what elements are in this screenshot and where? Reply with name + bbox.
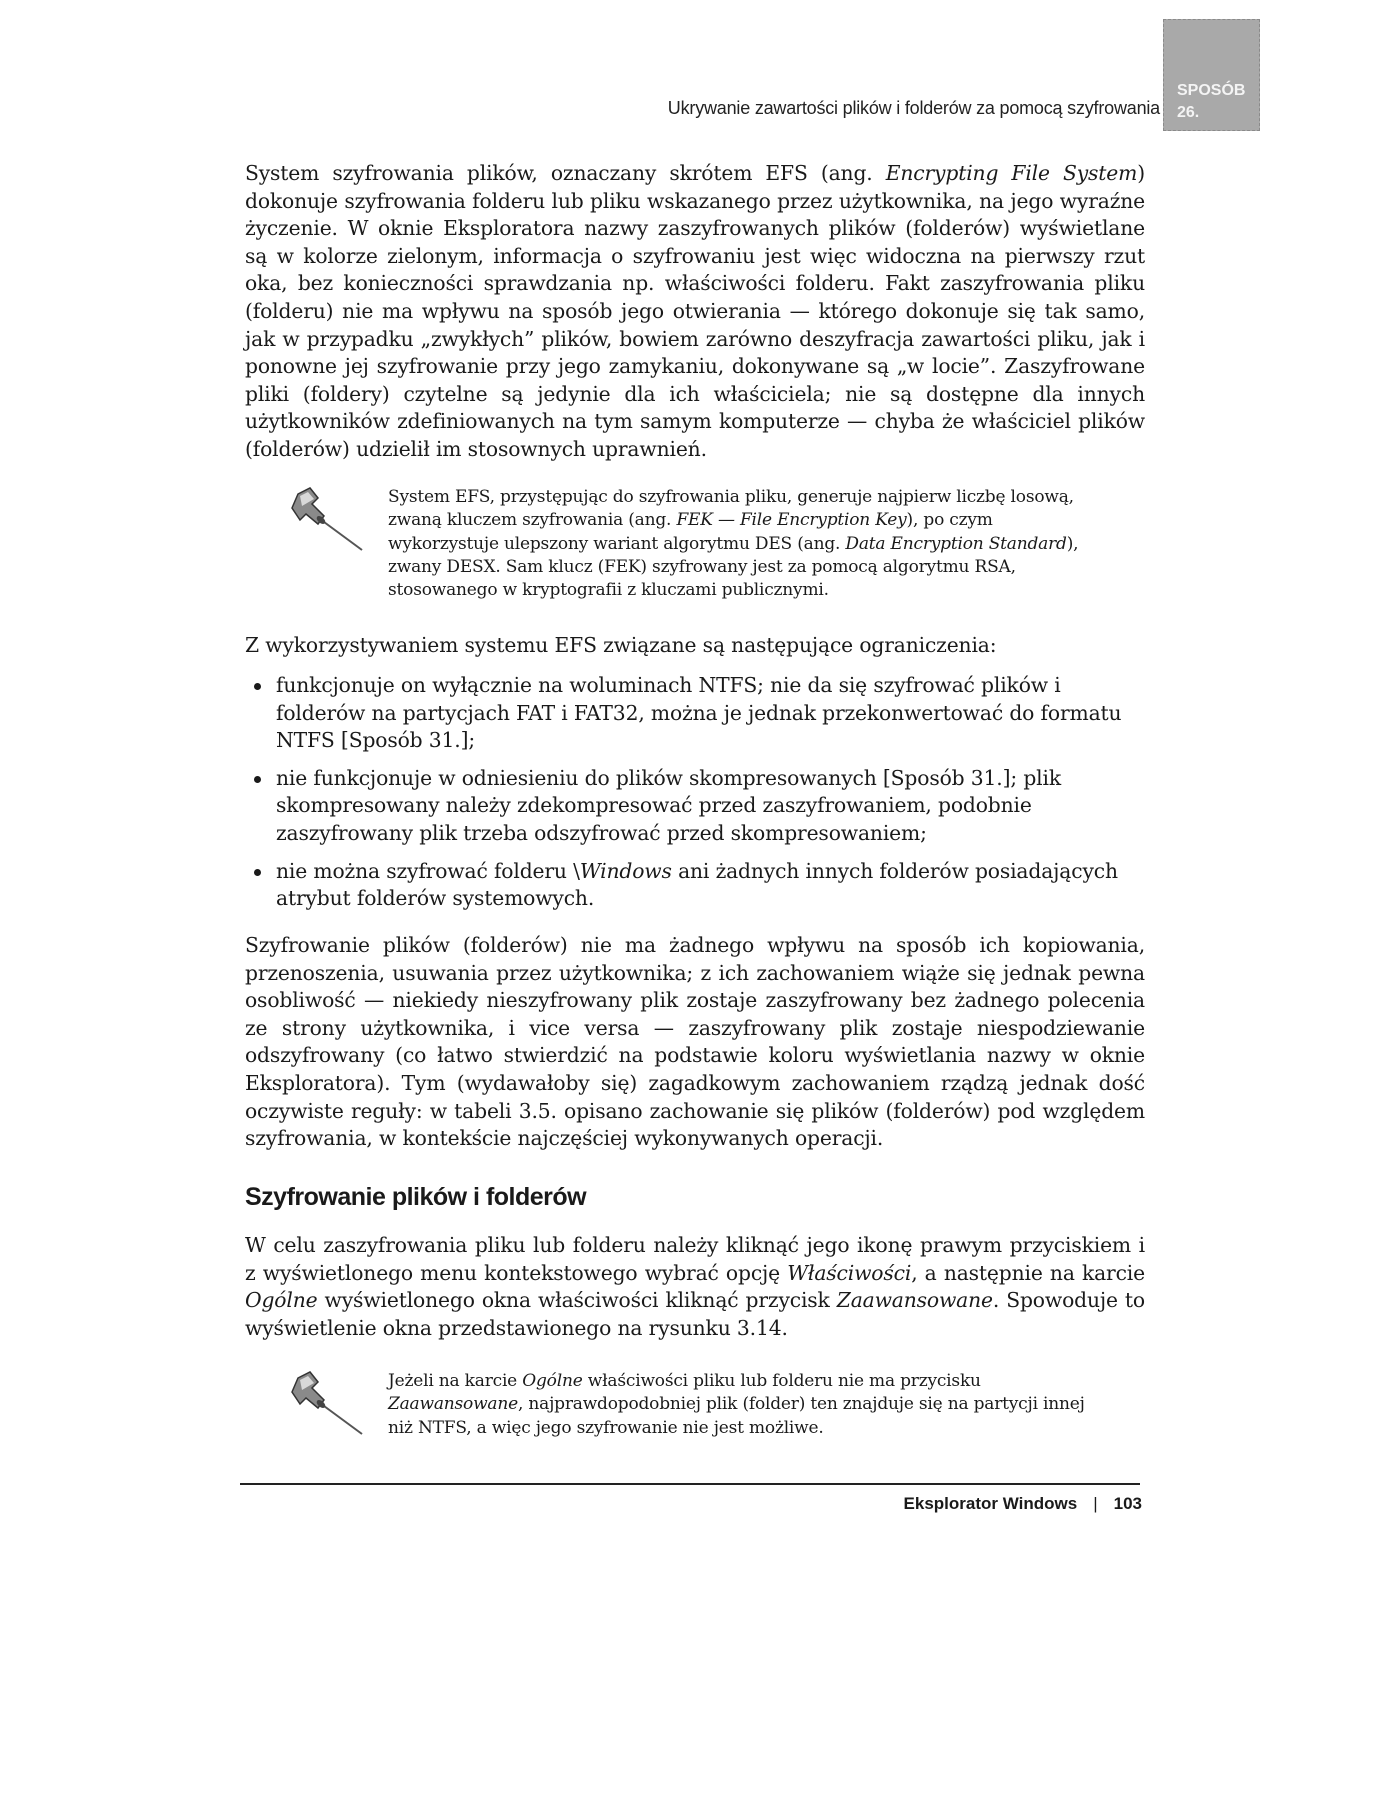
text: ) dokonuje szyfrowania folderu lub pliku wskazanego przez użytkownika, na jego wyraźne życzenie. W oknie Eksploratora nazwy zaszyfrowanych plików (folderów) wyświetlane są w kolorze zielonym, informacja o szyfrowaniu jest więc widoczna na pierwszy rzut oka, bez konieczności sprawdzania np. właściwości folderu. Fakt zaszyfrowania pliku (folderu) nie ma wpływu na sposób jego otwierania — którego dokonuje się tak samo, jak w przypadku „zwykłych” plików, bowiem zarówno deszyfracja zawartości pliku, jak i ponowne jej szyfrowanie przy jego zamykaniu, dokonywane są „w locie”. Zaszyfrowane pliki (foldery) czytelne są jedynie dla ich właściciela; nie są dostępne dla innych użytkowników zdefiniowanych na tym samym komputerze — chyba że właściciel plików (folderów) udzielił im stosownych uprawnień. <box>245 161 1145 461</box>
text: System szyfrowania plików, oznaczany skrótem EFS (ang. <box>245 161 886 185</box>
text: właściwości pliku lub folderu nie ma przycisku <box>582 1371 981 1391</box>
text-italic: Właściwości <box>787 1260 912 1285</box>
section-heading: Szyfrowanie plików i folderów <box>245 1183 587 1211</box>
text-italic: Zaawansowane <box>388 1394 518 1415</box>
pushpin-icon <box>288 486 368 554</box>
list-item: funkcjonuje on wyłącznie na woluminach NTFS; nie da się szyfrować plików i folderów na partycjach FAT i FAT32, można je jednak przekonwertować do formatu NTFS [Sposób 31.]; <box>245 672 1145 755</box>
footer-separator: | <box>1093 1494 1098 1513</box>
text: System EFS, przystępując do szyfrowania pliku, generuje najpierw liczbę losową, zwaną kluczem szyfrowania (ang. <box>388 487 1074 531</box>
text: Jeżeli na karcie <box>388 1371 523 1391</box>
text: ani żadnych innych folderów posiadających atrybut folderów systemowych. <box>276 858 1118 911</box>
text-italic: Encrypting File System <box>885 161 1138 185</box>
note-2 <box>388 1370 1108 1440</box>
text: Szyfrowanie plików (folderów) nie ma żadnego wpływu na sposób ich kopiowania, przenoszenia, usuwania przez użytkownika; z ich zachowaniem wiąże się jednak pewna osobliwość — niekiedy nieszyfrowany plik zostaje zaszyfrowany bez żadnego polecenia ze strony użytkownika, i vice versa — zaszyfrowany plik zostaje niespodziewanie odszyfrowany (co łatwo stwierdzić na podstawie koloru wyświetlania nazwy w oknie Eksploratora). Tym (wydawałoby się) zagadkowym zachowaniem rządzą jednak dość oczywiste reguły: w tabeli 3.5. opisano zachowanie się plików (folderów) pod względem szyfrowania, w kontekście najczęściej wykonywanych operacji. <box>245 933 1145 1151</box>
text: W celu zaszyfrowania pliku lub folderu należy kliknąć jego ikonę prawym przyciskiem i z wyświetlonego menu kontekstowego wybrać opcję <box>245 1233 1145 1285</box>
tab-number: 26. <box>1177 104 1200 121</box>
paragraph-2 <box>245 632 1145 660</box>
text: wyświetlonego okna właściwości kliknąć przycisk <box>317 1288 837 1313</box>
note-1 <box>388 486 1108 602</box>
running-header: Ukrywanie zawartości plików i folderów za pomocą szyfrowania <box>667 98 1160 118</box>
text-italic: FEK — File Encryption Key <box>676 510 907 531</box>
text: . Spowoduje to wyświetlenie okna przedstawionego na rysunku 3.14. <box>245 1288 1145 1340</box>
paragraph-4 <box>245 1232 1145 1342</box>
footer-chapter: Eksplorator Windows <box>903 1494 1078 1513</box>
text-italic: Data Encryption Standard <box>845 533 1067 554</box>
list-item: nie funkcjonuje w odniesieniu do plików skompresowanych [Sposób 31.]; plik skompresowany należy zdekompresować przed zaszyfrowaniem, podobnie zaszyfrowany plik trzeba odszyfrować przed skompresowaniem; <box>245 765 1145 848</box>
page-number: 103 <box>1113 1494 1142 1513</box>
paragraph-1 <box>245 160 1145 464</box>
text: ), zwany DESX. Sam klucz (FEK) szyfrowany jest za pomocą algorytmu RSA, stosowanego w kryptografii z kluczami publicznymi. <box>388 533 1079 601</box>
footer-divider <box>240 1483 1140 1485</box>
section-tab <box>1163 19 1260 131</box>
pushpin-icon <box>288 1370 368 1438</box>
list-item <box>245 858 1145 913</box>
text: , najprawdopodobniej plik (folder) ten znajduje się na partycji innej niż NTFS, a więc jego szyfrowanie nie jest możliwe. <box>388 1394 1085 1438</box>
text-italic: Windows <box>579 858 672 883</box>
text: , a następnie na karcie <box>911 1260 1145 1285</box>
text-italic: Ogólne <box>522 1371 583 1391</box>
text: ), po czym wykorzystuje ulepszony wariant algorytmu DES (ang. <box>388 510 993 554</box>
text-italic: Zaawansowane <box>836 1288 993 1313</box>
tab-label: SPOSÓB <box>1177 82 1246 99</box>
paragraph-3 <box>245 932 1145 1153</box>
text: Z wykorzystywaniem systemu EFS związane są następujące ograniczenia: <box>245 633 997 657</box>
text-italic: Ogólne <box>245 1288 318 1313</box>
bullet-list <box>245 672 1145 923</box>
text: nie można szyfrować folderu \ <box>276 858 580 883</box>
page-footer <box>904 1494 1142 1514</box>
